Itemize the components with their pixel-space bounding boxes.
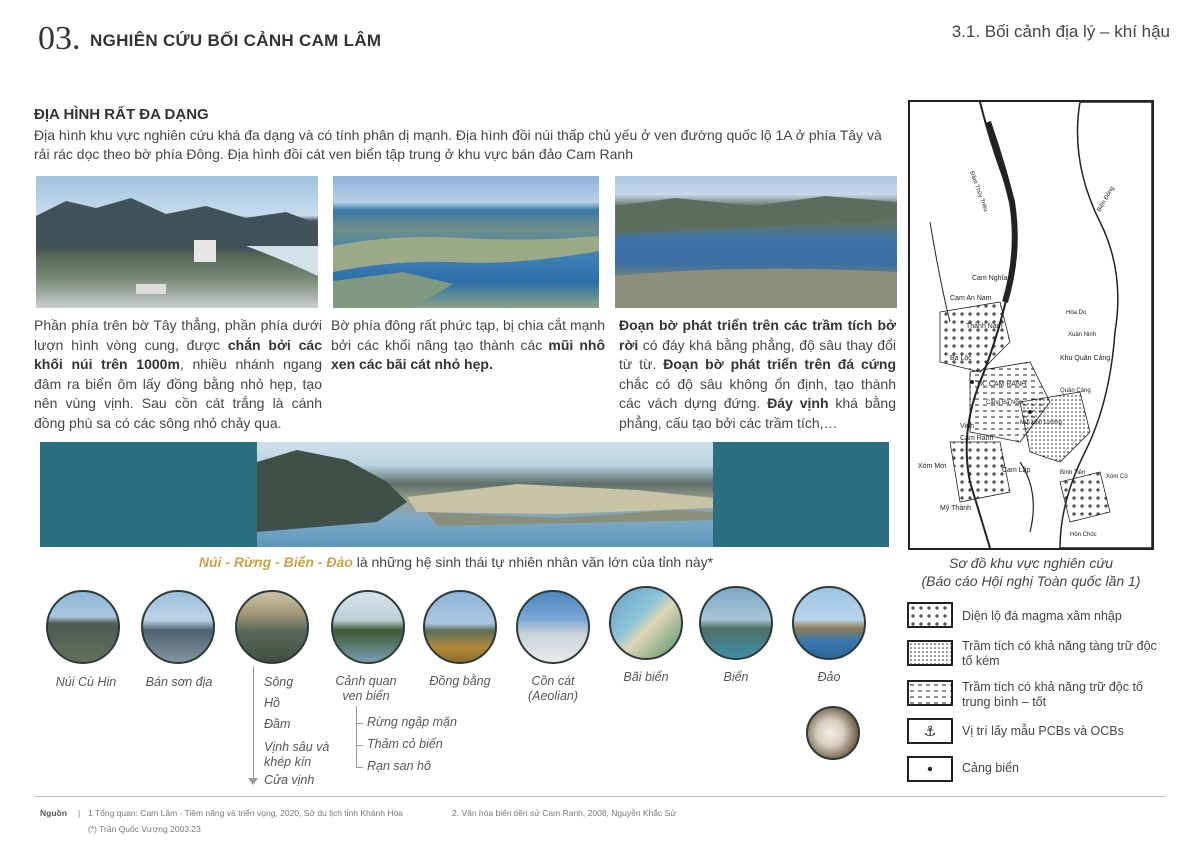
map-label: Cam Ranh xyxy=(960,435,994,442)
legend-text: Trầm tích có khả năng trữ độc tố trung bình – tốt xyxy=(962,680,1143,709)
footer-source-2: 2. Văn hóa biển tiền sử Cam Ranh, 2008, Nguyễn Khắc Sử xyxy=(452,808,677,818)
label-coastal-landscape: Cảnh quan ven biển xyxy=(335,674,397,703)
beach-photo xyxy=(609,586,683,660)
west-coast-text: Phần phía trên bờ Tây thẳng, phần phía dưới lượn hình vòng cung, được chắn bởi các khối núi trên 1000m, nhiều nhánh ngang đâm ra biển ôm lấy đồng bằng nhỏ hẹp, tạo nên vùng vịnh. Sau cồn cát trắng là cánh đồng phù sa có các sông nhỏ chảy qua. xyxy=(34,317,322,431)
river-list-5: Cửa vịnh xyxy=(264,773,315,787)
map-label: Biển Đông xyxy=(1096,185,1116,213)
footer-source-label: Nguồn xyxy=(40,808,67,818)
map-caption: Sơ đồ khu vực nghiên cứu (Báo cáo Hội nghị Toàn quốc lần 1) xyxy=(921,555,1141,589)
section-subtitle: 3.1. Bối cảnh địa lý – khí hậu xyxy=(951,22,1170,41)
legend-swatch-magma xyxy=(907,602,953,628)
footer-sep: | xyxy=(78,808,81,818)
legend-text: Vị trí lấy mẫu PCBs và OCBs xyxy=(962,724,1124,738)
branch-tick xyxy=(356,723,363,724)
label-mountain: Núi Cù Hin xyxy=(55,675,117,689)
legend-swatch-dots xyxy=(907,640,953,666)
coastal-landscape-photo xyxy=(331,590,405,664)
bay-text: Đoạn bờ phát triển trên các trầm tích bở rời có đáy khá bằng phẳng, độ sâu thay đổi từ từ. Đoạn bờ phát triển trên đá cứng chắc có độ sâu không ổn định, tạo thành các vách dựng đứng. Đáy vịnh khá bằng phẳng, cấu tạo bởi các trầm tích,… xyxy=(619,317,896,431)
east-coast-photo xyxy=(333,176,599,308)
label-island: Đảo xyxy=(817,670,841,684)
map-label: Xuân Ninh xyxy=(1068,332,1097,338)
mountain-photo xyxy=(46,590,120,664)
map-label: Bình Tiên xyxy=(1060,470,1086,476)
map-label: Đầm Thủy Triều xyxy=(968,170,989,213)
legend-swatch-dashes xyxy=(907,680,953,706)
branch-tick xyxy=(356,767,363,768)
sand-dune-photo xyxy=(516,590,590,664)
map-label: Cam Lập xyxy=(1002,467,1031,474)
map-label: Mũi Hòn Lương xyxy=(1020,420,1062,426)
river-photo xyxy=(235,590,309,664)
coastal-list-2: Thảm cỏ biển xyxy=(367,737,443,751)
label-beach: Bãi biển xyxy=(623,670,669,684)
map-label: Ba Lộc xyxy=(950,355,972,362)
coastal-list-3: Rạn san hô xyxy=(367,759,431,773)
page-title: NGHIÊN CỨU BỐI CẢNH CAM LÂM xyxy=(90,31,382,50)
footer-source-3: (*) Trần Quốc Vượng 2003:23 xyxy=(88,824,201,834)
legend-text: Cảng biển xyxy=(962,761,1019,775)
label-semi-mountain: Bán sơn địa xyxy=(145,675,213,689)
map-label: Vịnh xyxy=(960,423,975,430)
section-title: ĐỊA HÌNH RẤT ĐA DẠNG xyxy=(34,106,209,123)
bay-photo xyxy=(615,176,897,308)
footer-divider xyxy=(34,796,1166,797)
legend-text: Diện lộ đá magma xâm nhập xyxy=(962,609,1122,623)
sea-photo xyxy=(699,586,773,660)
map-label: Mỹ Thành xyxy=(940,505,971,512)
dot-icon xyxy=(907,756,953,782)
river-list-4: Vịnh sâu và khép kín xyxy=(264,740,330,769)
chapter-number: 03. xyxy=(38,20,81,57)
coastal-branch-line xyxy=(356,706,357,768)
branch-tick xyxy=(356,745,363,746)
map-label: Thành Nam xyxy=(966,323,1003,330)
map-label: Xóm Mới xyxy=(918,463,947,470)
plain-photo xyxy=(423,590,497,664)
map-label: Xóm Cò xyxy=(1106,474,1128,480)
west-coast-photo xyxy=(36,176,318,308)
map-label: Cảng Ba Ngòi xyxy=(986,400,1024,406)
arrow-down-icon xyxy=(248,778,258,785)
label-sand-dune: Cồn cát (Aeolian) xyxy=(527,674,579,703)
coastal-list-1: Rừng ngập mặn xyxy=(367,715,457,729)
east-coast-text: Bờ phía đông rất phức tạp, bị chia cắt mạnh bởi các khối nâng tạo thành các mũi nhô xen các bãi cát nhỏ hẹp. xyxy=(331,317,605,372)
river-list-2: Hồ xyxy=(264,696,280,710)
legend-text: Trầm tích có khả năng tàng trữ độc tố kém xyxy=(962,639,1157,668)
semi-mountain-photo xyxy=(141,590,215,664)
map-label: Quân Cảng xyxy=(1060,388,1091,394)
island-detail-photo xyxy=(806,706,860,760)
study-area-map xyxy=(908,100,1154,550)
map-label: TX. CAM RANH xyxy=(976,381,1027,388)
map-label: Khu Quân Cảng xyxy=(1060,355,1111,362)
label-sea: Biển xyxy=(723,670,749,684)
tagline: Núi - Rừng - Biển - Đảo là những hệ sinh thái tự nhiên nhân văn lớn của tỉnh này* xyxy=(198,554,714,570)
footer-source-1: 1 Tổng quan: Cam Lâm - Tiềm năng và triển vọng, 2020, Sở du lịch tỉnh Khánh Hòa xyxy=(88,808,403,818)
map-label: Cam An Nam xyxy=(950,295,992,302)
river-list-1: Sông xyxy=(264,675,294,689)
intro-paragraph: Địa hình khu vực nghiên cứu khá đa dạng và có tính phân dị mạnh. Địa hình đồi núi thấp chủ yếu ở ven đường quốc lộ 1A ở phía Tây và rải rác dọc theo bờ phía Đông. Địa hình đồi cát ven biển tập trung ở khu vực bán đảo Cam Ranh xyxy=(34,127,882,162)
label-plain: Đồng bằng xyxy=(429,674,491,688)
map-label: Hòa Do xyxy=(1066,310,1087,316)
map-label: Hòn Chóc xyxy=(1070,532,1097,538)
island-photo xyxy=(792,586,866,660)
map-label: Cam Nghĩa xyxy=(972,275,1008,282)
anchor-icon: ⚓ xyxy=(907,718,953,744)
panorama-photo xyxy=(257,442,713,547)
river-arrow-line xyxy=(253,666,254,784)
river-list-3: Đầm xyxy=(264,717,291,731)
